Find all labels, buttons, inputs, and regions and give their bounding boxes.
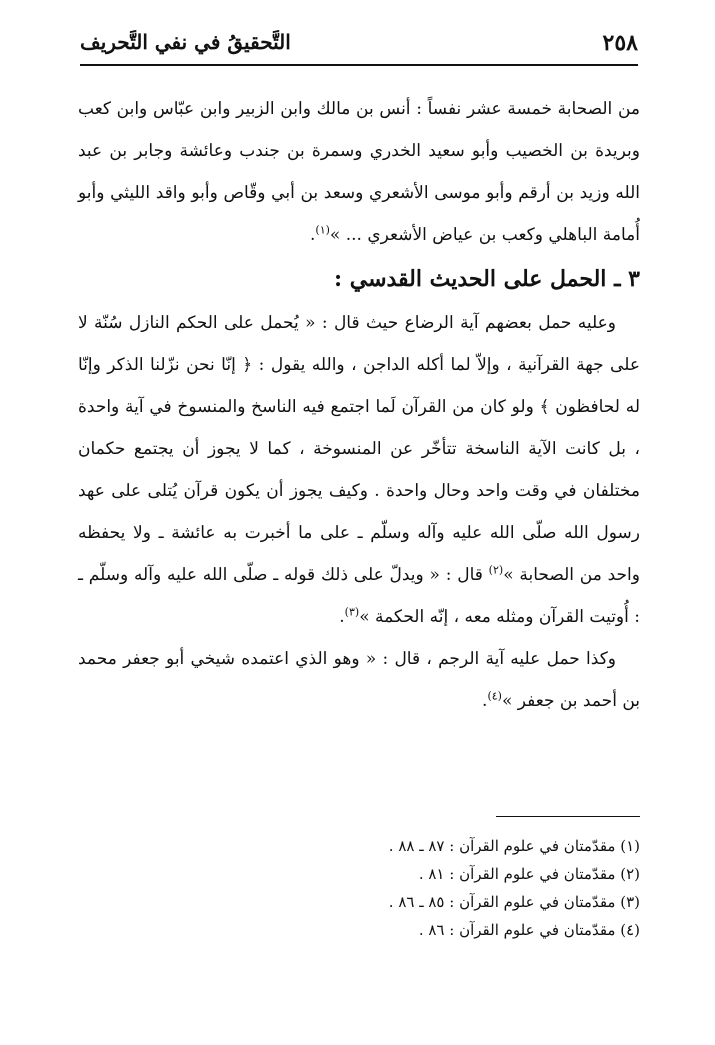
period: . (482, 691, 488, 711)
period: . (339, 607, 345, 627)
footnote-ref: (١) (315, 223, 330, 237)
paragraph-radaa (78, 302, 640, 638)
section-heading: ٣ ـ الحمل على الحديث القدسي : (333, 266, 640, 292)
footnote-divider (496, 816, 640, 817)
footnote-3: (٣) مقدّمتان في علوم القرآن : ٨٥ ـ ٨٦ . (388, 893, 640, 911)
footnote-ref: (٣) (344, 605, 360, 619)
main-text (78, 88, 640, 722)
paragraph-text: قال : « ويدلّ على ذلك قوله ـ صلّى الله عليه وآله وسلّم ـ : أُوتيت القرآن ومثله معه ، إنّه الحكمة » (78, 565, 640, 627)
paragraph-text: من الصحابة خمسة عشر نفساً : أنس بن مالك وابن الزبير وابن عبّاس وابن كعب وبريدة بن الخصيب وأبو سعيد الخدري وسمرة بن جندب وعائشة وجابر بن عبد الله وزيد بن أرقم وأبو موسى الأشعري وسعد بن أبي وقّاص وأبو واقد الليثي وأبو أُمامة الباهلي وكعب بن عياض الأشعري ... » (78, 99, 640, 245)
page-number: ٢٥٨ (602, 30, 638, 56)
footnote-2: (٢) مقدّمتان في علوم القرآن : ٨١ . (418, 865, 640, 883)
period: . (310, 225, 316, 245)
paragraph-text: وعليه حمل بعضهم آية الرضاع حيث قال : « يُحمل على الحكم النازل سُنّة لا على جهة القرآنية ، وإلاّ لما أكله الداجن ، والله يقول : ﴿ إنّا نحن نزّلنا الذكر وإنّا له لحافظون ﴾ ولو كان من القرآن لَما اجتمع فيه الناسخ والمنسوخ في آية واحدة ، بل كانت الآية الناسخة تتأخّر عن المنسوخة ، كما لا يجوز أن يجتمع حكمان مختلفان في وقت واحد وحال واحدة . وكيف يجوز أن يكون قرآن يُتلى على عهد رسول الله صلّى الله عليه وآله وسلّم ـ على ما أخبرت به عائشة ـ ولا يحفظه واحد من الصحابة » (78, 313, 640, 585)
running-title: التَّحقيقُ في نفي التَّحريف (80, 30, 291, 54)
paragraph-text: وكذا حمل عليه آية الرجم ، قال : « وهو الذي اعتمده شيخي أبو جعفر محمد بن أحمد بن جعفر » (78, 649, 640, 711)
footnote-4: (٤) مقدّمتان في علوم القرآن : ٨٦ . (418, 921, 640, 939)
footnotes (78, 832, 640, 944)
paragraph-companions (78, 88, 640, 256)
footnote-ref: (٤) (487, 689, 502, 703)
footnote-ref: (٢) (488, 563, 504, 577)
page-header (80, 28, 638, 66)
footnote-1: (١) مقدّمتان في علوم القرآن : ٨٧ ـ ٨٨ . (388, 837, 640, 855)
paragraph-rajm (78, 638, 640, 722)
